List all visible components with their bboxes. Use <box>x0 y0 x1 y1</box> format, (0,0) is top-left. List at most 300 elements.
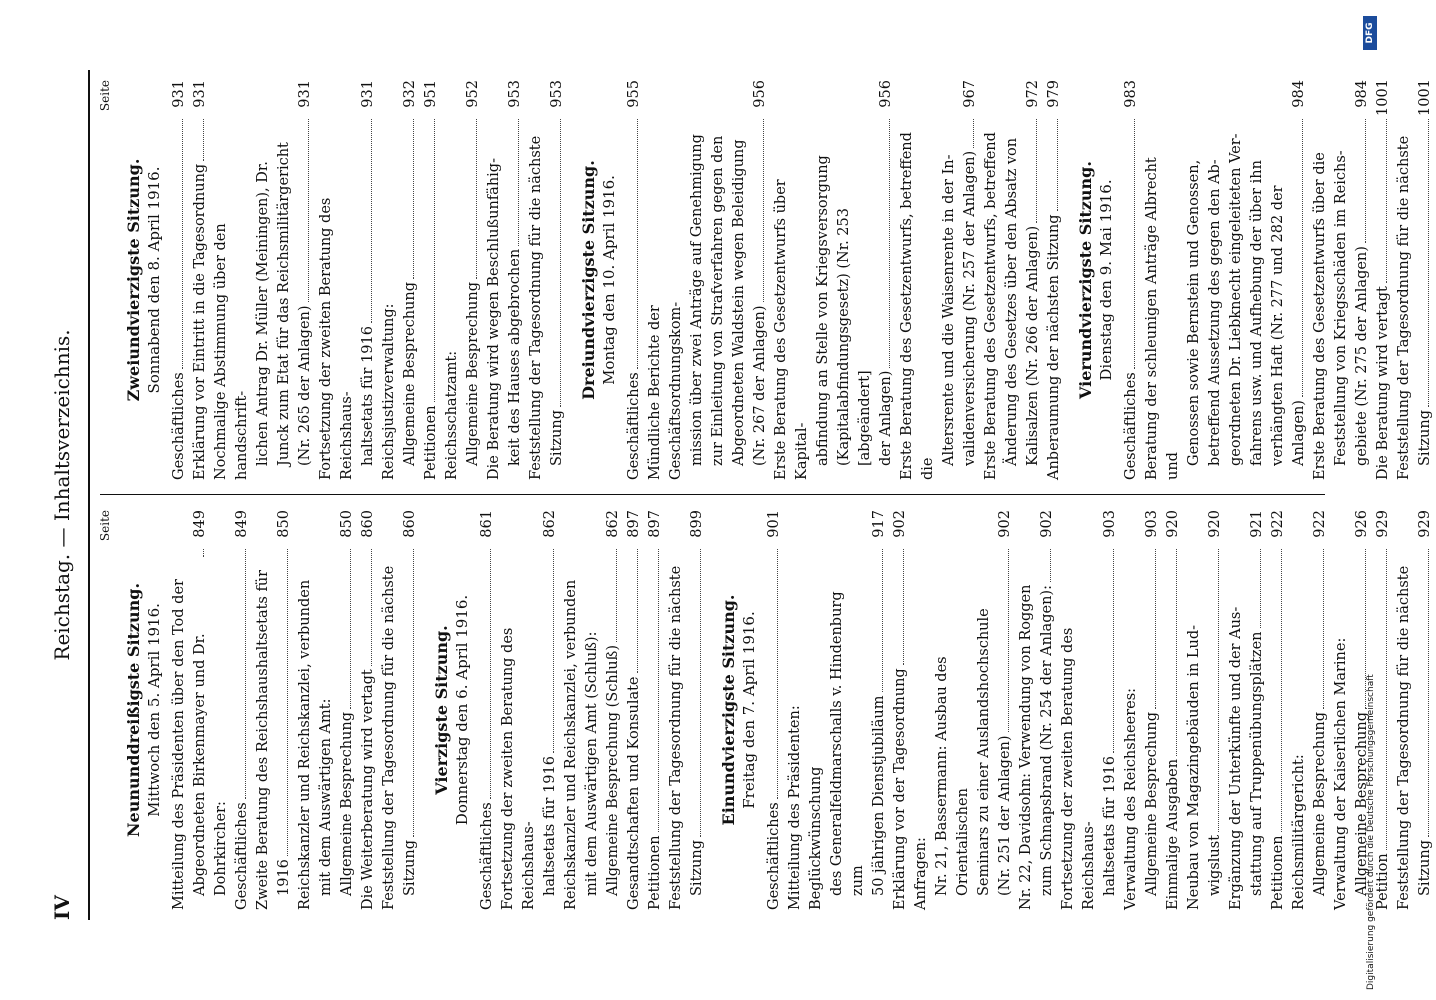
toc-entry <box>337 510 358 910</box>
toc-entry <box>547 80 568 480</box>
toc-entry <box>785 510 827 910</box>
toc-entry <box>1415 510 1436 910</box>
page-ref: 850 <box>339 510 355 538</box>
entry-text: Ergänzung der Unterkünfte und der Aus- <box>1228 606 1244 910</box>
entry-text: mit dem Auswärtigen Amt (Schluß): <box>584 631 600 896</box>
toc-entry <box>295 80 316 480</box>
page-ref: 849 <box>192 510 208 538</box>
toc-entry <box>1184 510 1205 910</box>
toc-entry <box>169 510 190 910</box>
funding-credit: Digitalisierung gefördert durch die Deutsche Forschungsgemeinschaft <box>1366 674 1376 990</box>
toc-entry <box>1289 510 1310 910</box>
dot-leader <box>1134 119 1135 369</box>
toc-entry <box>897 80 939 480</box>
page-ref: 922 <box>1312 510 1328 538</box>
dot-leader <box>1113 549 1114 753</box>
toc-entry <box>687 80 708 480</box>
dot-leader <box>518 119 519 246</box>
entry-text: validenversicherung (Nr. 257 der Anlagen) <box>962 150 978 466</box>
entry-text: Mündliche Berichte der Geschäftsordnungskom- <box>647 301 684 480</box>
toc-entry <box>624 80 645 480</box>
entry-text: Allgemeine Besprechung <box>402 282 418 466</box>
entry-text: der Anlagen) <box>878 370 894 466</box>
entry-text: Nr. 22, Davidsohn: Verwendung von Roggen <box>1018 584 1034 910</box>
entry-text: abfindung an Stelle von Kriegsversorgung <box>815 155 831 466</box>
dot-leader <box>1036 119 1037 223</box>
session-title: Dreiundvierzigste Sitzung. <box>579 160 598 400</box>
toc-entry <box>1394 510 1415 910</box>
dot-leader <box>700 549 701 837</box>
session-date: Freitag den 7. April 1916. <box>740 611 758 809</box>
toc-entry <box>834 80 876 480</box>
entry-text: Allgemeine Besprechung <box>339 712 355 896</box>
left-column <box>95 510 1436 910</box>
toc-entry <box>869 510 890 910</box>
toc-entry <box>1142 80 1184 480</box>
toc-entry <box>253 510 274 910</box>
page-ref: 952 <box>465 80 481 108</box>
toc-entry <box>827 510 869 910</box>
entry-text: Petitionen <box>1270 835 1286 910</box>
entry-text: Geschäftliches <box>171 372 187 480</box>
dot-leader <box>882 549 883 693</box>
dot-leader <box>490 549 491 799</box>
toc-entry <box>1226 80 1247 480</box>
seite-label: Seite <box>98 80 112 112</box>
entry-text: Einmalige Ausgaben <box>1165 758 1181 910</box>
entry-text: (Nr. 265 der Anlagen) <box>297 305 313 466</box>
entry-text: Feststellung der Tagesordnung für die nächste <box>528 135 544 480</box>
session-title: Vierundvierzigste Sitzung. <box>1076 161 1095 399</box>
page-ref: 861 <box>479 510 495 538</box>
toc-entry <box>750 80 771 480</box>
page-ref: 931 <box>360 80 376 108</box>
page-ref: 917 <box>871 510 887 538</box>
toc-entry <box>974 510 995 910</box>
toc-entry <box>1205 80 1226 480</box>
toc-entry <box>379 80 400 480</box>
toc-entry <box>1268 510 1289 910</box>
page-number: IV <box>50 895 74 920</box>
entry-text: Petition <box>1375 853 1391 910</box>
entry-text: Junck zum Etat für das Reichsmilitärgericht <box>276 142 292 466</box>
toc-entry <box>211 80 253 480</box>
page-ref: 972 <box>1025 80 1041 108</box>
entry-text: Allgemeine Besprechung <box>1354 712 1370 896</box>
column-divider <box>100 494 1325 495</box>
entry-text: Fortsetzung der zweiten Beratung des Reichshaus- <box>318 197 355 480</box>
entry-text: stattung auf Truppenübungsplätzen <box>1249 631 1265 896</box>
page-ref: 983 <box>1123 80 1139 108</box>
session-date: Donnerstag den 6. April 1916. <box>453 594 471 826</box>
dot-leader <box>1323 549 1324 709</box>
toc-entry <box>1394 80 1415 480</box>
toc-entry <box>358 80 379 480</box>
toc-entry <box>190 510 232 910</box>
page-ref: 850 <box>276 510 292 538</box>
entry-text: Anfragen: <box>913 837 929 910</box>
toc-entry <box>981 80 1002 480</box>
page-ref: 955 <box>626 80 642 108</box>
toc-entry <box>645 510 666 910</box>
toc-entry <box>1247 510 1268 910</box>
page-ref: 860 <box>360 510 376 538</box>
page-title: Reichstag. — Inhaltsverzeichnis. <box>50 329 74 661</box>
session-title: Vierzigste Sitzung. <box>432 625 451 795</box>
page-ref: 984 <box>1354 80 1370 108</box>
dot-leader <box>287 549 288 856</box>
session-date: Sonnabend den 8. April 1916. <box>145 166 163 394</box>
toc-entry <box>764 510 785 910</box>
dot-leader <box>1260 549 1261 629</box>
page-ref: 862 <box>542 510 558 538</box>
toc-entry <box>890 510 911 910</box>
dot-leader <box>413 119 414 279</box>
entry-text: Gesandtschaften und Konsulate <box>626 676 642 910</box>
entry-text: Allgemeine Besprechung <box>1144 712 1160 896</box>
page-ref: 953 <box>549 80 565 108</box>
entry-text: (Nr. 267 der Anlagen) <box>752 305 768 466</box>
toc-entry <box>253 80 274 480</box>
toc-entry <box>771 80 813 480</box>
entry-text: Geschäftliches <box>626 372 642 480</box>
page-ref: 920 <box>1207 510 1223 538</box>
page-ref: 929 <box>1375 510 1391 538</box>
entry-text: Kalisalzen (Nr. 266 der Anlagen) <box>1025 225 1041 466</box>
toc-entry <box>484 80 505 480</box>
entry-text: Neubau von Magazingebäuden in Lud- <box>1186 624 1202 910</box>
toc-entry <box>687 510 708 910</box>
entry-text: zum Schnapsbrand (Nr. 254 der Anlagen): <box>1039 585 1055 896</box>
page-ref: 921 <box>1249 510 1265 538</box>
toc-entry <box>540 510 561 910</box>
entry-text: (Kapitalabfindungsgesetz) (Nr. 253 [abgeändert] <box>836 208 873 466</box>
entry-text: Änderung des Gesetzes über den Absatz von <box>1004 137 1020 466</box>
entry-text: Zweite Beratung des Reichshaushaltsetats für <box>255 569 271 910</box>
page-ref: 897 <box>647 510 663 538</box>
page-ref: 926 <box>1354 510 1370 538</box>
dot-leader <box>658 549 659 832</box>
page-ref: 902 <box>892 510 908 538</box>
entry-text: gebiete (Nr. 275 der Anlagen) <box>1354 246 1370 466</box>
entry-text: Reichsmilitärgericht: <box>1291 754 1307 910</box>
dot-leader <box>308 119 309 302</box>
toc-entry <box>477 510 498 910</box>
dot-leader <box>637 119 638 369</box>
page-ref: 951 <box>423 80 439 108</box>
dot-leader <box>1155 549 1156 709</box>
entry-text: fahrens usw. und Aufhebung der über ihn <box>1249 160 1265 466</box>
page-ref: 929 <box>1417 510 1433 538</box>
entry-text: Feststellung der Tagesordnung für die nächste <box>1396 135 1412 480</box>
dot-leader <box>371 549 372 666</box>
entry-text: Mitteilung des Präsidenten: Beglückwünschung <box>787 705 824 910</box>
dot-leader <box>1057 119 1058 211</box>
entry-text: Reichsschatzamt: <box>444 350 460 480</box>
toc-entry <box>1310 510 1331 910</box>
page-ref: 956 <box>878 80 894 108</box>
digitization-footer <box>1362 0 1382 1000</box>
entry-text: Geschäftliches <box>479 802 495 910</box>
page-ref: 932 <box>402 80 418 108</box>
dot-leader <box>637 549 638 673</box>
toc-entry <box>1121 510 1142 910</box>
entry-text: haltsetats für 1916 <box>1102 756 1118 896</box>
dot-leader <box>1050 549 1051 582</box>
dot-leader <box>1428 549 1429 837</box>
page-ref: 901 <box>766 510 782 538</box>
toc-entry <box>708 80 729 480</box>
toc-entry <box>876 80 897 480</box>
dot-leader <box>903 549 904 665</box>
entry-text: Sitzung <box>1417 840 1433 896</box>
entry-text: mission über zwei Anträge auf Genehmigung <box>689 134 705 466</box>
toc-entry <box>1331 80 1352 480</box>
entry-text: Fortsetzung der zweiten Beratung des Reichshaus- <box>1060 627 1097 910</box>
toc-entry <box>295 510 316 910</box>
toc-entry <box>1226 510 1247 910</box>
page-ref: 1001 <box>1417 79 1433 116</box>
dot-leader <box>245 549 246 799</box>
entry-text: Petitionen <box>423 405 439 480</box>
page-ref: 984 <box>1291 80 1307 108</box>
entry-text: haltsetats für 1916 <box>542 756 558 896</box>
entry-text: Feststellung von Kriegsschäden im Reichs- <box>1333 150 1349 466</box>
toc-entry <box>421 80 442 480</box>
toc-entry <box>1016 510 1037 910</box>
entry-text: Allgemeine Besprechung <box>465 282 481 466</box>
entry-text: Altersrente und die Waisenrente in der In- <box>941 154 957 466</box>
dot-leader <box>560 119 561 407</box>
page-ref: 920 <box>1165 510 1181 538</box>
page-ref: 979 <box>1046 80 1062 108</box>
session-title: Neununddreißigste Sitzung. <box>124 582 143 838</box>
toc-entry <box>1289 80 1310 480</box>
dot-leader <box>973 119 974 148</box>
dot-leader <box>1386 549 1387 850</box>
page-ref: 862 <box>605 510 621 538</box>
dot-leader <box>413 549 414 837</box>
session-title: Einundvierzigste Sitzung. <box>719 594 738 826</box>
toc-entry <box>1163 510 1184 910</box>
header-rule <box>88 70 90 920</box>
entry-text: (Nr. 251 der Anlagen) <box>997 735 1013 896</box>
session-date: Dienstag den 9. Mai 1916. <box>1097 179 1115 381</box>
toc-entry <box>645 80 687 480</box>
toc-entry <box>995 510 1016 910</box>
page-ref: 849 <box>234 510 250 538</box>
entry-text: Abgeordneten Waldstein wegen Beleidigung <box>731 139 747 466</box>
session-date: Mittwoch den 5. April 1916. <box>145 603 163 817</box>
dot-leader <box>203 119 204 161</box>
entry-text: lichen Antrag Dr. Müller (Meiningen), Dr. <box>255 161 271 466</box>
toc-entry <box>1121 80 1142 480</box>
entry-text: Feststellung der Tagesordnung für die nächste <box>668 565 684 910</box>
toc-entry <box>1205 510 1226 910</box>
entry-text: Die Weiterberatung wird vertagt <box>360 669 376 910</box>
right-column <box>95 80 1436 480</box>
page-ref: 956 <box>752 80 768 108</box>
dot-leader <box>371 119 372 323</box>
dot-leader <box>1428 119 1429 407</box>
toc-entry <box>400 80 421 480</box>
page-ref: 897 <box>626 510 642 538</box>
toc-entry <box>939 80 960 480</box>
entry-text: Seminars zu einer Auslandshochschule <box>976 608 992 896</box>
entry-text: Genossen sowie Bernstein und Genossen, <box>1186 159 1202 466</box>
page-ref: 899 <box>689 510 705 538</box>
toc-entry <box>561 510 582 910</box>
page-ref: 902 <box>1039 510 1055 538</box>
toc-entry <box>1058 510 1100 910</box>
session-title: Zweiundvierzigste Sitzung. <box>124 158 143 402</box>
entry-text: geordneten Dr. Liebknecht eingeleiteten Ver- <box>1228 133 1244 466</box>
toc-entry <box>1044 80 1065 480</box>
dot-leader <box>1281 549 1282 832</box>
toc-entry <box>442 80 463 480</box>
dot-leader <box>1008 549 1009 732</box>
entry-text: haltsetats für 1916 <box>360 326 376 466</box>
entry-text: mit dem Auswärtigen Amt: <box>318 698 334 896</box>
toc-entry <box>1247 80 1268 480</box>
toc-entry <box>526 80 547 480</box>
page-ref: 931 <box>192 80 208 108</box>
entry-text: Beratung der schleunigen Anträge Albrecht und <box>1144 157 1181 480</box>
seite-label: Seite <box>98 510 112 542</box>
entry-text: Sitzung <box>1417 410 1433 466</box>
toc-entry <box>603 510 624 910</box>
entry-text: 1916 <box>276 859 292 896</box>
toc-entry <box>505 80 526 480</box>
entry-text: Abgeordneten Birkenmayer und Dr. Dohrkircher: <box>192 633 229 896</box>
dot-leader <box>1302 119 1303 397</box>
page-ref: 902 <box>997 510 1013 538</box>
entry-text: Erste Beratung des Gesetzentwurfs, betreffend <box>983 132 999 480</box>
dot-leader <box>1176 549 1177 756</box>
entry-text: Petitionen <box>647 835 663 910</box>
entry-text: Nr. 21, Bassermann: Ausbau des Orientalischen <box>934 656 971 896</box>
toc-entry <box>960 80 981 480</box>
entry-text: Verwaltung des Reichsheeres: <box>1123 687 1139 910</box>
entry-text: Geschäftliches <box>1123 372 1139 480</box>
entry-text: Verwaltung der Kaiserlichen Marine: <box>1333 637 1349 910</box>
entry-text: Sitzung <box>402 840 418 896</box>
dfg-logo: DFG <box>1363 16 1377 50</box>
entry-text: Allgemeine Besprechung <box>1312 712 1328 896</box>
entry-text: Die Beratung wird wegen Beschlußunfähig- <box>486 158 502 480</box>
toc-entry <box>379 510 400 910</box>
dot-leader <box>889 119 890 368</box>
toc-entry <box>358 510 379 910</box>
toc-entry <box>1002 80 1023 480</box>
entry-text: Erste Beratung des Gesetzentwurfs über Kapital- <box>773 179 810 480</box>
page-ref: 1001 <box>1375 79 1391 116</box>
toc-entry <box>316 510 337 910</box>
entry-text: keit des Hauses abgebrochen <box>507 248 523 466</box>
entry-text: Feststellung der Tagesordnung für die nächste <box>1396 565 1412 910</box>
entry-text: des Generalfeldmarschalls v. Hindenburg zum <box>829 591 866 896</box>
entry-text: Fortsetzung der zweiten Beratung des Reichshaus- <box>500 627 537 910</box>
toc-entry <box>169 80 190 480</box>
toc-entry <box>1023 80 1044 480</box>
toc-entry <box>400 510 421 910</box>
entry-text: Erklärung vor Eintritt in die Tagesordnung <box>192 163 208 480</box>
toc-entry <box>232 510 253 910</box>
entry-text: Die Beratung wird vertagt <box>1375 286 1391 480</box>
dot-leader <box>203 549 204 557</box>
toc-entry <box>1310 80 1331 480</box>
entry-text: Erste Beratung des Gesetzentwurfs über die <box>1312 152 1328 480</box>
entry-text: Geschäftliches <box>234 802 250 910</box>
page-header <box>50 70 80 920</box>
toc-entry <box>1331 510 1352 910</box>
toc-entry <box>666 510 687 910</box>
dot-leader <box>182 119 183 369</box>
toc-entry <box>729 80 750 480</box>
toc-entry <box>932 510 974 910</box>
page-ref: 931 <box>171 80 187 108</box>
entry-text: Mitteilung des Präsidenten über den Tod der <box>171 579 187 910</box>
page-ref: 860 <box>402 510 418 538</box>
dot-leader <box>1218 549 1219 832</box>
entry-text: Sitzung <box>549 410 565 466</box>
page-ref: 953 <box>507 80 523 108</box>
page-ref: 922 <box>1270 510 1286 538</box>
dot-leader <box>476 119 477 279</box>
toc-entry <box>1100 510 1121 910</box>
toc-entry <box>498 510 540 910</box>
toc-entry <box>813 80 834 480</box>
toc-entry <box>190 80 211 480</box>
dot-leader <box>434 119 435 402</box>
dot-leader <box>553 549 554 753</box>
entry-text: Sitzung <box>689 840 705 896</box>
entry-text: betreffend Aussetzung des gegen den Ab- <box>1207 159 1223 466</box>
entry-text: verhängten Haft (Nr. 277 und 282 der <box>1270 185 1286 466</box>
dot-leader <box>1386 119 1387 283</box>
entry-text: Reichskanzler und Reichskanzlei, verbunden <box>297 579 313 910</box>
toc-entry <box>1184 80 1205 480</box>
toc-entry <box>274 80 295 480</box>
entry-text: zur Einleitung von Strafverfahren gegen den <box>710 135 726 466</box>
dot-leader <box>616 549 617 642</box>
entry-text: Geschäftliches <box>766 802 782 910</box>
dot-leader <box>763 119 764 302</box>
page-ref: 903 <box>1144 510 1160 538</box>
entry-text: Allgemeine Besprechung (Schluß) <box>605 645 621 896</box>
entry-text: Anlagen) <box>1291 400 1307 466</box>
toc-entry <box>1142 510 1163 910</box>
page-ref: 931 <box>297 80 313 108</box>
entry-text: Anberaumung der nächsten Sitzung <box>1046 214 1062 480</box>
page-ref: 967 <box>962 80 978 108</box>
toc-entry <box>911 510 932 910</box>
toc-entry <box>316 80 358 480</box>
session-date: Montag den 10. April 1916. <box>600 175 618 385</box>
toc-entry <box>1268 80 1289 480</box>
toc-entry <box>463 80 484 480</box>
toc-entry <box>274 510 295 910</box>
entry-text: 50 jährigen Dienstjubiläum <box>871 695 887 896</box>
toc-entry <box>1415 80 1436 480</box>
dot-leader <box>777 549 778 799</box>
dot-leader <box>350 549 351 709</box>
entry-text: Feststellung der Tagesordnung für die nächste <box>381 565 397 910</box>
toc-entry <box>1037 510 1058 910</box>
entry-text: Reichsjustizverwaltung: <box>381 303 397 480</box>
page-ref: 903 <box>1102 510 1118 538</box>
entry-text: Erklärung vor der Tagesordnung <box>892 668 908 910</box>
